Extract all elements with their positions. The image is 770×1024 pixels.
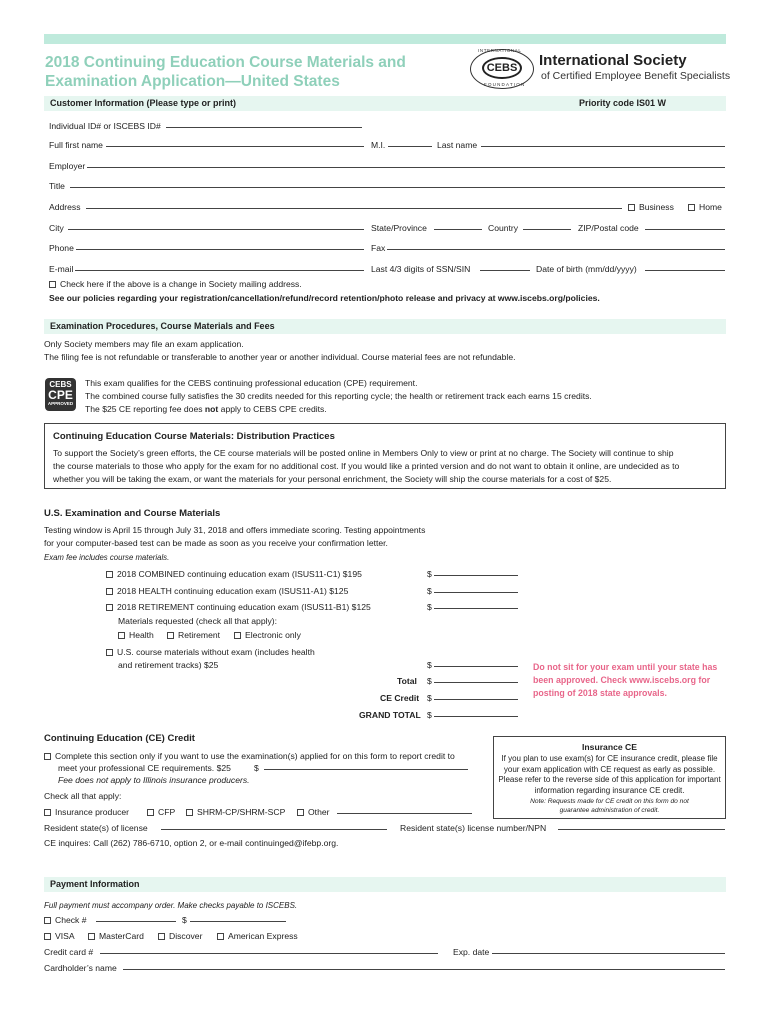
- insurance-ce-title: Insurance CE: [582, 742, 637, 752]
- health-exam-checkbox[interactable]: 2018 HEALTH continuing education exam (ISUS11-A1) $125: [106, 586, 348, 596]
- ce-credit-dollar: $: [427, 693, 432, 703]
- materials-electronic-checkbox[interactable]: Electronic only: [234, 630, 301, 640]
- combined-amount-label: $: [427, 569, 432, 579]
- license-number-label: Resident state(s) license number/NPN: [400, 823, 547, 833]
- ce-credit-checkbox[interactable]: Complete this section only if you want to use the examination(s) applied for on this form to report credit to: [44, 751, 455, 761]
- total-label: Total: [397, 676, 417, 686]
- payment-note: Full payment must accompany order. Make checks payable to ISCEBS.: [44, 901, 298, 910]
- materials-retirement-checkbox[interactable]: Retirement: [167, 630, 220, 640]
- form-title: 2018 Continuing Education Course Materials and Examination Application—United States: [45, 54, 406, 90]
- city-label: City: [49, 223, 64, 233]
- seal-ring-bottom: FOUNDATION: [484, 82, 526, 87]
- dob-label: Date of birth (mm/dd/yyyy): [536, 264, 637, 274]
- business-checkbox[interactable]: Business: [628, 202, 674, 212]
- license-number-field[interactable]: [558, 829, 725, 830]
- combined-exam-checkbox[interactable]: 2018 COMBINED continuing education exam (ISUS11-C1) $195: [106, 569, 362, 579]
- check-all-label: Check all that apply:: [44, 791, 122, 801]
- cfp-checkbox[interactable]: CFP: [147, 807, 175, 817]
- org-name: International Society: [539, 52, 687, 69]
- zip-label: ZIP/Postal code: [578, 223, 639, 233]
- payment-heading: Payment Information: [44, 877, 726, 892]
- testing-window: Testing window is April 15 through July 31, 2018 and offers immediate scoring. Testing appointments: [44, 525, 426, 535]
- ce-credit-field[interactable]: [434, 699, 518, 700]
- home-checkbox[interactable]: Home: [688, 202, 722, 212]
- seal-ring-top: INTERNATIONAL: [478, 48, 522, 53]
- insurance-ce-note: Note: Requests made for CE credit on this form do not guarantee administration of credit.: [530, 798, 689, 814]
- mi-label: M.I.: [371, 140, 386, 150]
- retirement-amount-label: $: [427, 602, 432, 612]
- combined-amount-field[interactable]: [434, 575, 518, 576]
- ssn-field[interactable]: [480, 270, 530, 271]
- org-subtitle: of Certified Employee Benefit Specialists: [541, 70, 731, 82]
- employer-label: Employer: [49, 161, 86, 171]
- first-name-field[interactable]: [106, 146, 364, 147]
- amex-checkbox[interactable]: American Express: [217, 931, 298, 941]
- email-label: E-mail: [49, 264, 74, 274]
- retirement-exam-checkbox[interactable]: 2018 RETIREMENT continuing education exam (ISUS11-B1) $125: [106, 602, 371, 612]
- dob-field[interactable]: [645, 270, 725, 271]
- check-checkbox[interactable]: Check #: [44, 915, 87, 925]
- ce-fee-dollar: $: [254, 763, 259, 773]
- materials-amount-field[interactable]: [434, 666, 518, 667]
- last-name-label: Last name: [437, 140, 478, 150]
- materials-only-checkbox[interactable]: U.S. course materials without exam (includes health: [106, 647, 315, 657]
- city-field[interactable]: [68, 229, 364, 230]
- email-field[interactable]: [75, 270, 364, 271]
- health-amount-label: $: [427, 586, 432, 596]
- cardholder-field[interactable]: [123, 969, 725, 970]
- id-label: Individual ID# or ISCEBS ID#: [49, 121, 161, 131]
- discover-checkbox[interactable]: Discover: [158, 931, 202, 941]
- check-amount-field[interactable]: [190, 921, 286, 922]
- fax-field[interactable]: [387, 249, 725, 250]
- other-checkbox[interactable]: Other: [297, 807, 330, 817]
- grand-total-label: GRAND TOTAL: [359, 710, 421, 720]
- exam-procedures-heading: Examination Procedures, Course Materials and Fees: [44, 319, 726, 334]
- resident-state-label: Resident state(s) of license: [44, 823, 148, 833]
- address-field[interactable]: [86, 208, 622, 209]
- materials-amount-label: $: [427, 660, 432, 670]
- last-name-field[interactable]: [481, 146, 725, 147]
- fax-label: Fax: [371, 243, 386, 253]
- materials-only-price: and retirement tracks) $25: [118, 660, 219, 670]
- retirement-amount-field[interactable]: [434, 608, 518, 609]
- grand-total-dollar: $: [427, 710, 432, 720]
- materials-health-checkbox[interactable]: Health: [118, 630, 154, 640]
- employer-field[interactable]: [87, 167, 725, 168]
- exp-date-label: Exp. date: [453, 947, 490, 957]
- illinois-note: Fee does not apply to Illinois insurance producers.: [58, 775, 250, 785]
- state-approval-warning: Do not sit for your exam until your state has been approved. Check www.iscebs.org for posting of 2018 state approvals.: [533, 662, 718, 698]
- state-field[interactable]: [434, 229, 482, 230]
- distribution-text-1: To support the Society’s green efforts, the CE course materials will be posted online in Members Only to view or print at no charge. The Society will continue to ship: [53, 448, 674, 458]
- members-only-note: Only Society members may file an exam application.: [44, 339, 244, 349]
- mi-field[interactable]: [388, 146, 432, 147]
- other-field[interactable]: [337, 813, 472, 814]
- top-accent-bar: [44, 34, 726, 44]
- zip-field[interactable]: [645, 229, 725, 230]
- cardholder-label: Cardholder’s name: [44, 963, 117, 973]
- resident-state-field[interactable]: [161, 829, 387, 830]
- phone-label: Phone: [49, 243, 74, 253]
- testing-appointments: for your computer-based test can be made as soon as you receive your confirmation letter.: [44, 538, 388, 548]
- visa-checkbox[interactable]: VISA: [44, 931, 75, 941]
- customer-info-heading: Customer Information (Please type or print) Priority code IS01 W: [44, 96, 726, 111]
- materials-requested-label: Materials requested (check all that apply):: [118, 616, 278, 626]
- ce-fee-field[interactable]: [264, 769, 468, 770]
- mastercard-checkbox[interactable]: MasterCard: [88, 931, 144, 941]
- address-change-checkbox[interactable]: Check here if the above is a change in Society mailing address.: [49, 279, 302, 289]
- distribution-heading: Continuing Education Course Materials: Distribution Practices: [53, 431, 335, 442]
- first-name-label: Full first name: [49, 140, 103, 150]
- address-label: Address: [49, 202, 81, 212]
- total-field[interactable]: [434, 682, 518, 683]
- cebs-cpe-badge-icon: CEBS CPE APPROVED: [45, 378, 76, 411]
- ce-credit-heading: Continuing Education (CE) Credit: [44, 733, 195, 744]
- cpe-line-2: The combined course fully satisfies the 30 credits needed for this reporting cycle; the health or retirement track each earns 15 credits.: [85, 391, 592, 401]
- shrm-checkbox[interactable]: SHRM-CP/SHRM-SCP: [186, 807, 285, 817]
- priority-code: Priority code IS01 W: [578, 98, 666, 108]
- total-dollar: $: [427, 676, 432, 686]
- distribution-practices-box: [44, 423, 726, 489]
- exam-fee-note: Exam fee includes course materials.: [44, 553, 170, 562]
- phone-field[interactable]: [76, 249, 364, 250]
- exp-date-field[interactable]: [492, 953, 725, 954]
- insurance-producer-checkbox[interactable]: Insurance producer: [44, 807, 129, 817]
- country-label: Country: [488, 223, 519, 233]
- ssn-label: Last 4/3 digits of SSN/SIN: [371, 264, 471, 274]
- distribution-text-3: whether you will be taking the exam, or want the materials for your personal enrichment, the Society will ship the course materials for a cost of $25.: [53, 474, 612, 484]
- cpe-line-3: The $25 CE reporting fee does not apply to CEBS CPE credits.: [85, 404, 327, 414]
- country-field[interactable]: [523, 229, 571, 230]
- health-amount-field[interactable]: [434, 592, 518, 593]
- state-label: State/Province: [371, 223, 427, 233]
- refund-note: The filing fee is not refundable or transferable to another year or another individual. Course material fees are not refundable.: [44, 352, 516, 362]
- policies-note: See our policies regarding your registration/cancellation/refund/record retention/photo release and privacy at www.iscebs.org/policies.: [49, 293, 600, 303]
- check-number-field[interactable]: [96, 921, 176, 922]
- title-label: Title: [49, 181, 65, 191]
- insurance-ce-body: If you plan to use exam(s) for CE insurance credit, please file your exam application with CE request as early as possible. Please refer to the reverse side of this application for important information regarding insurance CE credit.: [498, 754, 721, 795]
- credit-card-label: Credit card #: [44, 947, 94, 957]
- ce-fee-label: meet your professional CE requirements. $25: [58, 763, 231, 773]
- credit-card-field[interactable]: [100, 953, 438, 954]
- title-field[interactable]: [70, 187, 725, 188]
- distribution-text-2: the course materials to those who apply for the exam for no additional cost. If you would like a printed version and do not want to obtain it online, are undecided as to: [53, 461, 680, 471]
- grand-total-field[interactable]: [434, 716, 518, 717]
- id-field[interactable]: [166, 127, 362, 128]
- insurance-ce-box: [493, 736, 726, 819]
- cpe-line-1: This exam qualifies for the CEBS continuing professional education (CPE) requirement.: [85, 378, 418, 388]
- us-exam-heading: U.S. Examination and Course Materials: [44, 508, 221, 519]
- ce-credit-label: CE Credit: [380, 693, 420, 703]
- cebs-logo: CEBS: [482, 57, 522, 79]
- check-dollar-label: $: [182, 915, 187, 925]
- ce-inquiries: CE inquires: Call (262) 786-6710, option 2, or e-mail continuinged@ifebp.org.: [44, 838, 339, 848]
